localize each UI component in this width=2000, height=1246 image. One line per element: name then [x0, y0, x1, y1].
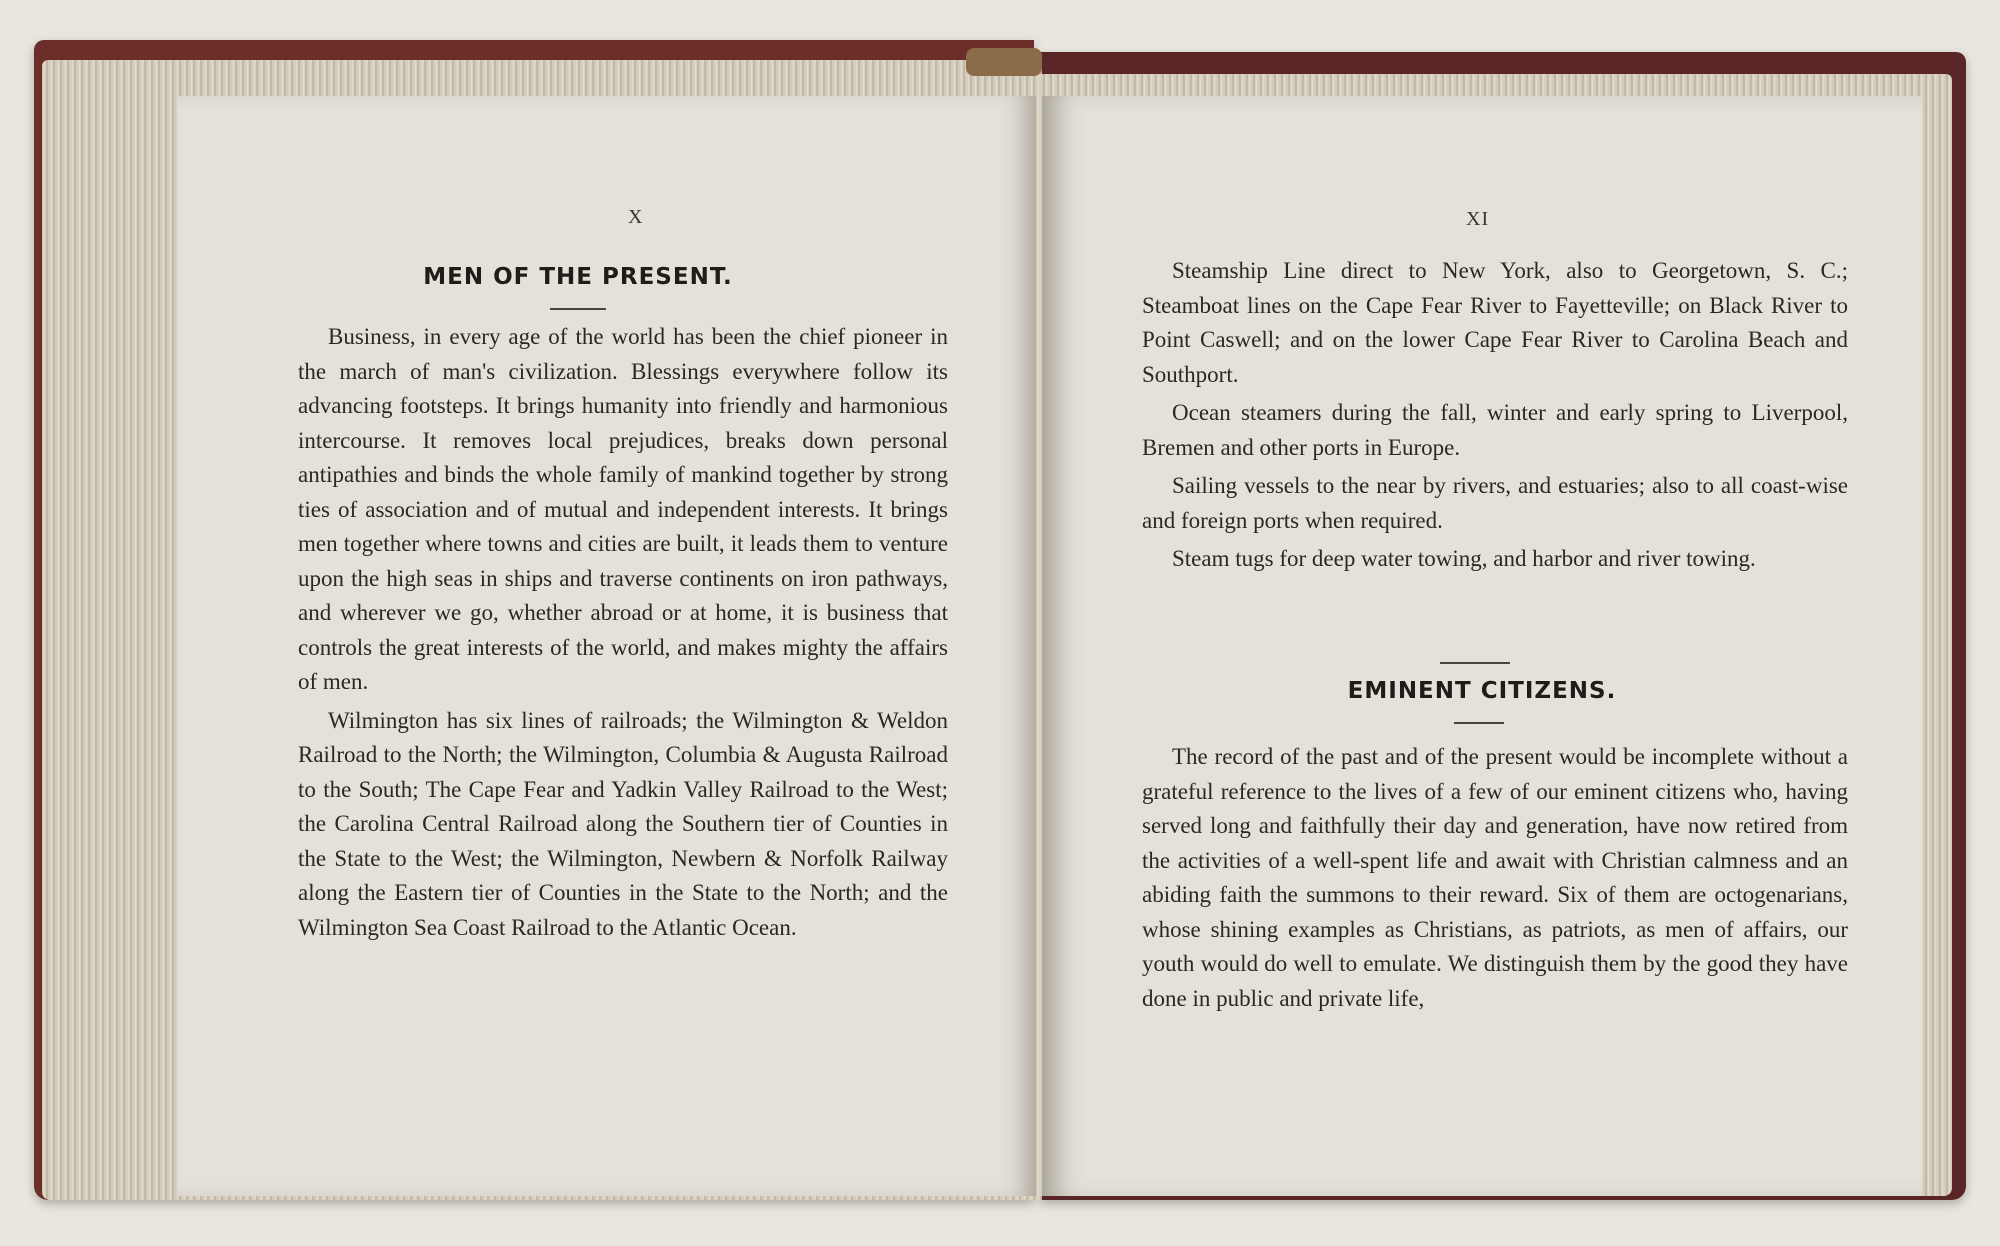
spine-binding [966, 48, 1042, 76]
left-page-heading: MEN OF THE PRESENT. [423, 264, 733, 290]
right-page [1042, 96, 1922, 1196]
left-page-number: X [628, 206, 644, 228]
heading-rule [550, 308, 606, 310]
right-page-heading: EMINENT CITIZENS. [1347, 678, 1617, 704]
left-page [178, 96, 1036, 1196]
paragraph: Ocean steamers during the fall, winter and early spring to Liverpool, Bremen and other ports in Europe. [1142, 400, 1848, 460]
heading-rule [1454, 722, 1504, 724]
right-page-body-top [1142, 254, 1848, 581]
paragraph: Steamship Line direct to New York, also to Georgetown, S. C.; Steamboat lines on the Cape Fear River to Fayetteville; on Black River to Point Caswell; and on the lower Cape Fear River to Carolina Beach and Southport. [1142, 258, 1848, 387]
right-page-number: XI [1466, 208, 1490, 230]
left-page-body [298, 320, 948, 949]
right-page-body-bottom [1142, 740, 1848, 1020]
paragraph: Steam tugs for deep water towing, and harbor and river towing. [1172, 546, 1756, 571]
paragraph: Sailing vessels to the near by rivers, and estuaries; also to all coast-wise and foreign ports when required. [1142, 473, 1848, 533]
section-rule [1440, 662, 1510, 664]
paragraph: Wilmington has six lines of railroads; the Wilmington & Weldon Railroad to the North; the Wilmington, Columbia & Augusta Railroad to the South; The Cape Fear and Yadkin Valley Railroad to the West; the Carolina Central Railroad along the Southern tier of Counties in the State to the West; the Wilmington, Newbern & Norfolk Railway along the Eastern tier of Counties in the State to the North; and the Wilmington Sea Coast Railroad to the Atlantic Ocean. [298, 707, 948, 940]
paragraph: Business, in every age of the world has been the chief pioneer in the march of man's civilization. Blessings everywhere follow its advancing footsteps. It brings humanity into friendly and harmonious intercourse. It removes local prejudices, breaks down personal antipathies and binds the whole family of mankind together by strong ties of association and of mutual and independent interests. It brings men together where towns and cities are built, it leads them to venture upon the high seas in ships and traverse continents on iron pathways, and wherever we go, whether abroad or at home, it is business that controls the great interests of the world, and makes mighty the affairs of men. [298, 324, 948, 694]
paragraph: The record of the past and of the present would be incomplete without a grateful reference to the lives of a few of our eminent citizens who, having served long and faithfully their day and generation, have now retired from the activities of a well-spent life and await with Christian calmness and an abiding faith the summons to their reward. Six of them are octogenarians, whose shining examples as Christians, as patriots, as men of affairs, our youth would do well to emulate. We distinguish them by the good they have done in public and private life, [1142, 744, 1848, 1011]
